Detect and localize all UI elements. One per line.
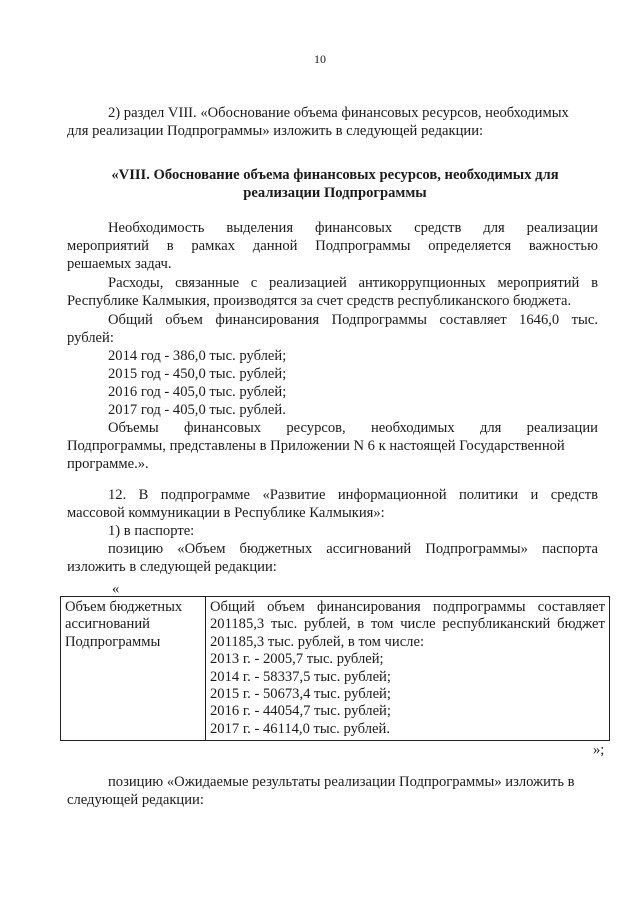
word: подпрограмме bbox=[160, 487, 251, 503]
open-quote: « bbox=[112, 581, 120, 597]
word: мероприятий bbox=[67, 238, 149, 254]
word: важностью bbox=[528, 238, 598, 254]
word: реализацией bbox=[268, 275, 347, 291]
word: средств bbox=[550, 487, 598, 503]
item2-line2: для реализации Подпрограммы» изложить в следующей редакции: bbox=[67, 123, 484, 139]
para2-line2: Республике Калмыкия, производятся за счет средств республиканского бюджета. bbox=[67, 293, 572, 309]
close-quote: »; bbox=[593, 742, 605, 758]
word: в bbox=[166, 238, 174, 254]
item12-line1 bbox=[108, 486, 598, 504]
word: паспорта bbox=[541, 541, 598, 557]
word: 12. bbox=[108, 487, 127, 503]
para3-line2: рублей: bbox=[67, 330, 114, 346]
word: республиканский bbox=[442, 616, 551, 633]
budget-value-cell bbox=[206, 597, 610, 741]
word: ресурсов, bbox=[286, 420, 346, 436]
word: выделения bbox=[226, 220, 294, 236]
budget-value-line: 2015 г. - 50673,4 тыс. рублей; bbox=[210, 686, 391, 703]
word: Подпрограммы» bbox=[425, 541, 528, 557]
item12-line2: массовой коммуникации в Республике Калмыкия»: bbox=[67, 505, 385, 521]
word: финансирования bbox=[215, 312, 320, 328]
word: тыс. bbox=[571, 312, 598, 328]
word: Расходы, bbox=[108, 275, 164, 291]
budget-value-line bbox=[210, 599, 605, 616]
word: Подпрограммы bbox=[315, 238, 411, 254]
budget-label-line: Объем бюджетных bbox=[65, 599, 183, 615]
word: для bbox=[483, 220, 505, 236]
word: в bbox=[357, 616, 365, 633]
year-line-2014: 2014 год - 386,0 тыс. рублей; bbox=[108, 348, 287, 364]
budget-label-line: ассигнований bbox=[65, 616, 150, 633]
word: 201185,3 bbox=[210, 616, 265, 633]
word: антикоррупционных bbox=[358, 275, 486, 291]
para4-line3: программе.». bbox=[67, 456, 149, 472]
word: позицию bbox=[108, 541, 164, 557]
word: В bbox=[138, 487, 149, 503]
budget-value-line: 201185,3 тыс. рублей, в том числе: bbox=[210, 633, 424, 650]
section-heading-line2: реализации Подпрограммы bbox=[243, 185, 427, 201]
year-line-2015: 2015 год - 450,0 тыс. рублей; bbox=[108, 366, 287, 382]
word: с bbox=[250, 275, 258, 291]
word: данной bbox=[252, 238, 298, 254]
word: Общий bbox=[210, 599, 255, 615]
word: реализации bbox=[526, 220, 598, 236]
word: Общий bbox=[108, 312, 153, 328]
budget-table bbox=[60, 596, 610, 741]
word: рублей, bbox=[304, 616, 351, 633]
para1-line1 bbox=[108, 219, 598, 237]
word: политики bbox=[459, 487, 519, 503]
position1-line1 bbox=[108, 540, 598, 558]
para4-line2: Подпрограммы, представлены в Приложении N 6 к настоящей Государственной bbox=[67, 438, 565, 454]
budget-value-line bbox=[210, 616, 605, 633]
word: составляет bbox=[439, 312, 507, 328]
word: для bbox=[479, 420, 502, 436]
word: связанные bbox=[175, 275, 240, 291]
word: и bbox=[530, 487, 539, 503]
year-line-2017: 2017 год - 405,0 тыс. рублей. bbox=[108, 402, 286, 418]
word: средств bbox=[414, 220, 462, 236]
position2-line2: следующей редакции: bbox=[67, 792, 204, 808]
word: ассигнований bbox=[326, 541, 412, 557]
word: определяется bbox=[428, 238, 512, 254]
word: необходимых bbox=[371, 420, 455, 436]
word: Объемы bbox=[108, 420, 159, 436]
position1-line2: изложить в следующей редакции: bbox=[67, 559, 277, 575]
word: финансирования bbox=[316, 599, 421, 615]
budget-value-line: 2017 г. - 46114,0 тыс. рублей. bbox=[210, 720, 390, 737]
budget-table-row bbox=[61, 597, 610, 741]
word: рамках bbox=[191, 238, 236, 254]
budget-label-cell bbox=[61, 597, 206, 741]
para1-line2 bbox=[67, 237, 598, 255]
item12-line3: 1) в паспорте: bbox=[108, 523, 195, 539]
position2-line1: позицию «Ожидаемые результаты реализации Подпрограммы» изложить в bbox=[108, 774, 575, 790]
word: в bbox=[591, 275, 598, 291]
word: реализации bbox=[526, 420, 598, 436]
word: 1646,0 bbox=[519, 312, 560, 328]
word: числе bbox=[400, 616, 436, 633]
page-number: 10 bbox=[314, 52, 326, 66]
item2-line1: 2) раздел VIII. «Обоснование объема финансовых ресурсов, необходимых bbox=[108, 105, 569, 121]
year-line-2016: 2016 год - 405,0 тыс. рублей; bbox=[108, 384, 287, 400]
word: Необходимость bbox=[108, 220, 205, 236]
word: составляет bbox=[537, 599, 605, 615]
word: бюджет bbox=[557, 616, 605, 633]
para4-line1 bbox=[108, 419, 598, 437]
para2-line1 bbox=[108, 274, 598, 292]
word: Подпрограммы bbox=[331, 312, 427, 328]
word: мероприятий bbox=[497, 275, 580, 291]
budget-value-line: 2016 г. - 44054,7 тыс. рублей; bbox=[210, 703, 391, 720]
budget-value-line: 2013 г. - 2005,7 тыс. рублей; bbox=[210, 651, 384, 668]
word: объем bbox=[267, 599, 305, 615]
word: подпрограммы bbox=[432, 599, 526, 615]
word: финансовых bbox=[183, 420, 262, 436]
word: «Развитие bbox=[262, 487, 326, 503]
para3-line1 bbox=[108, 311, 598, 329]
word: тыс. bbox=[270, 616, 298, 633]
word: объем bbox=[165, 312, 203, 328]
word: том bbox=[370, 616, 394, 633]
budget-value-line: 2014 г. - 58337,5 тыс. рублей; bbox=[210, 668, 391, 685]
word: бюджетных bbox=[239, 541, 313, 557]
para1-line3: решаемых задач. bbox=[67, 256, 172, 272]
budget-label-line: Подпрограммы bbox=[65, 633, 161, 650]
word: финансовых bbox=[315, 220, 393, 236]
section-heading-line1: «VIII. Обоснование объема финансовых ресурсов, необходимых для bbox=[111, 167, 559, 183]
word: «Объем bbox=[177, 541, 226, 557]
word: информационной bbox=[337, 487, 447, 503]
